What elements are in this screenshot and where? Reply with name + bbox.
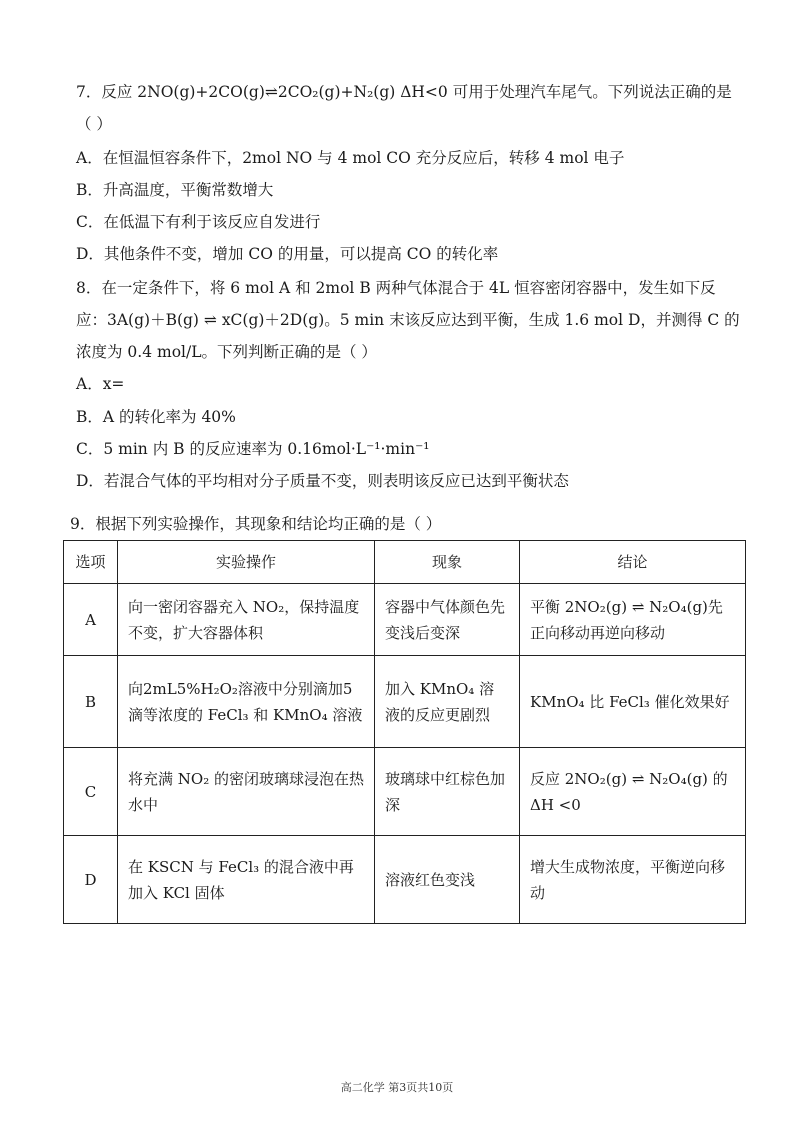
row-option: D (64, 836, 118, 924)
page-footer: 高二化学 第3页共10页 (340, 1081, 454, 1094)
row-conclusion: 平衡 2NO₂(g) ⇌ N₂O₄(g)先正向移动再逆向移动 (520, 584, 746, 656)
header-option: 选项 (64, 541, 118, 584)
table-row (64, 584, 746, 656)
table-header-row (64, 541, 746, 584)
q7-option-c: C．在低温下有利于该反应自发进行 (76, 213, 321, 231)
q7-option-b: B．升高温度，平衡常数增大 (76, 181, 274, 199)
row-conclusion: KMnO₄ 比 FeCl₃ 催化效果好 (520, 656, 746, 748)
header-operation: 实验操作 (118, 541, 375, 584)
q8-option-b: B．A 的转化率为 40% (76, 408, 236, 426)
row-option: C (64, 748, 118, 836)
q9-stem: 9．根据下列实验操作，其现象和结论均正确的是（ ） (70, 515, 442, 533)
row-phenomenon: 加入 KMnO₄ 溶液的反应更剧烈 (375, 656, 520, 748)
row-operation: 向2mL5%H₂O₂溶液中分别滴加5滴等浓度的 FeCl₃ 和 KMnO₄ 溶液 (118, 656, 375, 748)
row-operation: 向一密闭容器充入 NO₂，保持温度不变，扩大容器体积 (118, 584, 375, 656)
row-conclusion: 增大生成物浓度，平衡逆向移动 (520, 836, 746, 924)
q8-option-d: D．若混合气体的平均相对分子质量不变，则表明该反应已达到平衡状态 (76, 472, 569, 490)
header-conclusion: 结论 (520, 541, 746, 584)
table-row (64, 836, 746, 924)
row-option: B (64, 656, 118, 748)
row-phenomenon: 溶液红色变浅 (375, 836, 520, 924)
q8-stem-line2: 应：3A(g)＋B(g) ⇌ xC(g)＋2D(g)。5 min 末该反应达到平衡，生成 1.6 mol D，并测得 C 的 (76, 311, 740, 329)
q8-option-a: A．x= (76, 375, 125, 393)
q8-option-c: C．5 min 内 B 的反应速率为 0.16mol·L⁻¹·min⁻¹ (76, 440, 430, 458)
header-phenomenon: 现象 (375, 541, 520, 584)
row-option: A (64, 584, 118, 656)
row-operation: 将充满 NO₂ 的密闭玻璃球浸泡在热水中 (118, 748, 375, 836)
table-row (64, 656, 746, 748)
table-row (64, 748, 746, 836)
q8-stem-line1: 8．在一定条件下，将 6 mol A 和 2mol B 两种气体混合于 4L 恒容密闭容器中，发生如下反 (76, 279, 716, 297)
q7-option-a: A．在恒温恒容条件下，2mol NO 与 4 mol CO 充分反应后，转移 4 mol 电子 (76, 149, 625, 167)
q7-answer-paren: （ ） (76, 115, 112, 133)
row-conclusion: 反应 2NO₂(g) ⇌ N₂O₄(g) 的 ΔH <0 (520, 748, 746, 836)
row-phenomenon: 玻璃球中红棕色加深 (375, 748, 520, 836)
q8-stem-line3: 浓度为 0.4 mol/L。下列判断正确的是（ ） (76, 343, 377, 361)
q7-stem: 7．反应 2NO(g)+2CO(g)⇌2CO₂(g)+N₂(g) ΔH<0 可用于处理汽车尾气。下列说法正确的是 (76, 83, 732, 101)
row-operation: 在 KSCN 与 FeCl₃ 的混合液中再加入 KCl 固体 (118, 836, 375, 924)
experiment-table (63, 540, 746, 924)
q7-option-d: D．其他条件不变，增加 CO 的用量，可以提高 CO 的转化率 (76, 245, 499, 263)
row-phenomenon: 容器中气体颜色先变浅后变深 (375, 584, 520, 656)
